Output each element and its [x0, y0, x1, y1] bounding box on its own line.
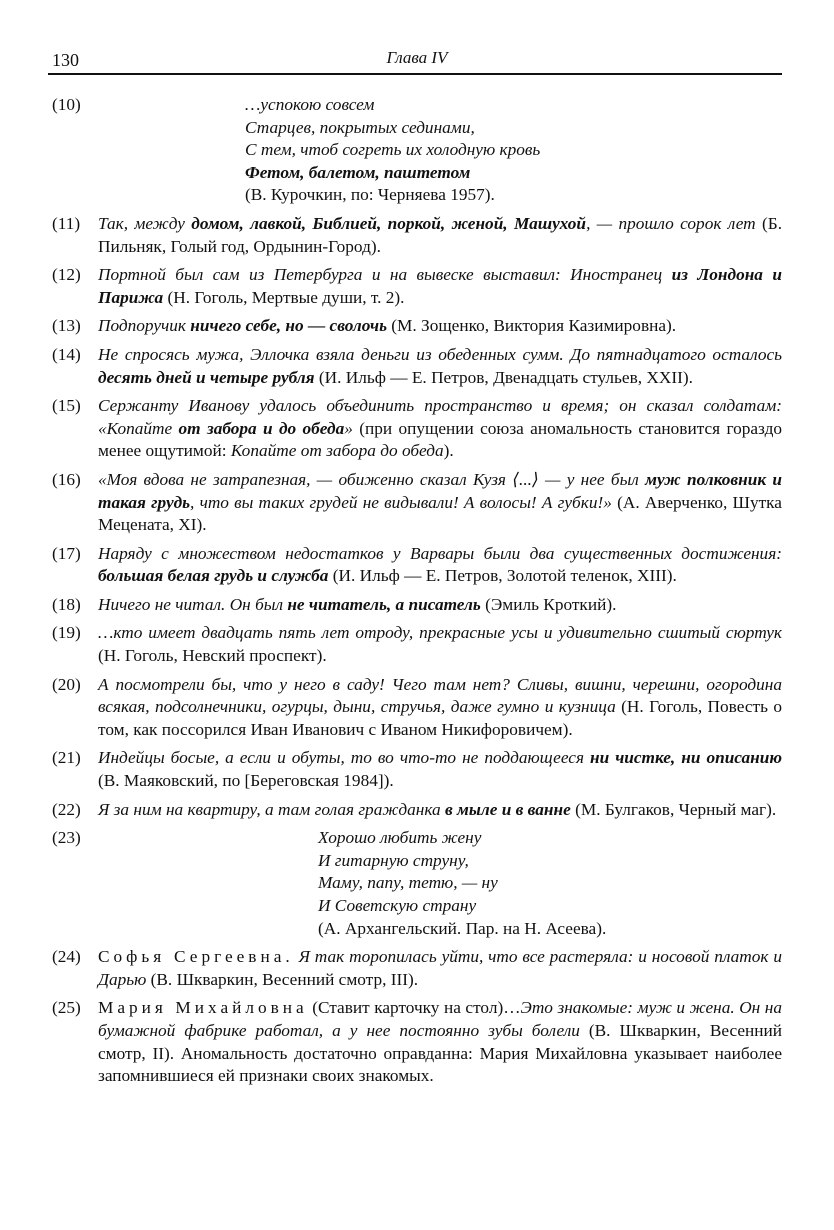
- example-text: [98, 315, 782, 338]
- text-segment: Я за ним на квартиру, а там голая гражданка: [98, 799, 445, 819]
- example-text: [98, 674, 782, 742]
- text-segment: (В. Шкваркин, Весенний смотр, II). Аномальность достаточно оправданна: Мария Михайловна указывает наиболее запомнившиеся ей признаки своих знакомых.: [98, 1020, 782, 1086]
- text-segment: И Советскую страну: [318, 896, 477, 915]
- example-item: [52, 213, 782, 258]
- text-segment: (Ставит карточку на стол)…: [307, 998, 521, 1018]
- example-text: [98, 543, 782, 588]
- text-segment: С тем, чтоб согреть их холодную кровь: [245, 140, 541, 160]
- example-item: [52, 469, 782, 537]
- examples-list: [52, 94, 782, 1094]
- verse-line: [318, 895, 782, 918]
- example-item: [52, 827, 782, 940]
- example-text: [98, 997, 782, 1087]
- text-segment: Подпоручик: [98, 316, 191, 336]
- example-number: (25): [52, 998, 81, 1018]
- example-text: [98, 264, 782, 309]
- verse-line: [245, 139, 782, 162]
- text-segment: (М. Булгаков, Черный маг).: [570, 799, 777, 819]
- example-item: [52, 674, 782, 742]
- text-segment: Портной был сам из Петербурга и на вывеске выставил: Иностранец: [98, 265, 672, 285]
- example-item: [52, 799, 782, 822]
- text-segment: »: [344, 418, 353, 438]
- example-item: [52, 543, 782, 588]
- example-text: [98, 594, 782, 617]
- header-rule: [48, 73, 782, 75]
- text-segment: Софья Сергеевна.: [98, 947, 294, 967]
- text-segment: (В. Шкваркин, Весенний смотр, III).: [146, 969, 419, 989]
- text-segment: «Моя вдова не затрапезная, — обиженно сказал Кузя ⟨...⟩ — у нее был: [98, 469, 646, 489]
- example-text: [98, 395, 782, 463]
- text-segment: Мария Михайловна: [98, 998, 308, 1018]
- text-segment: , что вы таких грудей не видывали! А волосы! А губки!»: [190, 492, 612, 512]
- verse-line: [318, 918, 782, 941]
- example-item: [52, 997, 782, 1087]
- text-segment: …успокою совсем: [245, 95, 375, 114]
- example-number: (17): [52, 543, 81, 563]
- example-item: [52, 946, 782, 991]
- text-segment: (А. Архангельский. Пар. на Н. Асеева).: [318, 918, 607, 938]
- verse-line: [245, 184, 782, 207]
- example-number: (15): [52, 396, 81, 416]
- text-segment: (Н. Гоголь, Повесть о том, как поссорился Иван Иванович с Иваном Никифоровичем).: [98, 697, 782, 739]
- verse-line: [318, 872, 782, 895]
- example-item: [52, 594, 782, 617]
- verse-quote: [98, 827, 782, 940]
- example-item: [52, 315, 782, 338]
- example-number: (18): [52, 594, 81, 614]
- example-item: [52, 264, 782, 309]
- example-number: (24): [52, 947, 81, 967]
- text-segment: Маму, папу, тетю, — ну: [318, 873, 498, 893]
- text-segment: , — прошло сорок лет: [586, 213, 763, 233]
- example-number: (20): [52, 674, 81, 694]
- text-segment: Не спросясь мужа, Эллочка взяла деньги из обеденных сумм. До пятнадцатого осталось: [98, 344, 782, 364]
- text-segment: (при опущении союза аномальность становится гораздо менее ощутимой:: [98, 418, 783, 461]
- example-number: (21): [52, 748, 81, 768]
- text-segment: (А. Аверченко, Шутка Мецената, XI).: [98, 492, 782, 535]
- emphasized-text: в мыле и в ванне: [444, 799, 571, 819]
- page-number: 130: [52, 50, 79, 70]
- example-number: (19): [52, 623, 81, 643]
- text-segment: Старцев, покрытых сединами,: [245, 117, 475, 137]
- verse-line: [318, 827, 782, 850]
- emphasized-text: ничего себе, но — сволочь: [190, 316, 387, 336]
- example-item: [52, 747, 782, 792]
- example-text: [98, 213, 782, 258]
- verse-quote: [98, 94, 782, 207]
- text-segment: (М. Зощенко, Виктория Казимировна).: [386, 316, 677, 336]
- text-segment: (Эмиль Кроткий).: [480, 594, 617, 614]
- example-item: [52, 622, 782, 667]
- example-item: [52, 344, 782, 389]
- text-segment: (И. Ильф — Е. Петров, Золотой теленок, XIII).: [328, 566, 677, 586]
- example-text: [98, 344, 782, 389]
- emphasized-text: из Лондона и Парижа: [98, 265, 782, 307]
- text-segment: Я так торопилась уйти, что все растеряла: и носовой платок и Дарью: [98, 947, 782, 989]
- text-segment: Это знакомые: муж и жена. Он на бумажной фабрике работал, а у нее постоянно зубы болели: [98, 998, 782, 1040]
- text-segment: …кто имеет двадцать пять лет отроду, прекрасные усы и удивительно сшитый сюртук: [98, 623, 782, 643]
- text-segment: (Н. Гоголь, Невский проспект).: [98, 646, 327, 666]
- emphasized-text: от забора и до обеда: [178, 418, 345, 438]
- example-text: [98, 799, 782, 822]
- text-segment: (В. Курочкин, по: Черняева 1957).: [245, 185, 495, 205]
- emphasized-text: большая белая грудь и служба: [98, 566, 329, 586]
- running-header-chapter: Глава IV: [386, 48, 448, 67]
- text-segment: Копайте от забора до обеда: [230, 441, 444, 461]
- example-number: (14): [52, 344, 81, 364]
- emphasized-text: не читатель, а писатель: [287, 594, 481, 614]
- example-text: [98, 946, 782, 991]
- text-segment: И гитарную струну,: [318, 850, 469, 870]
- emphasized-text: ни чистке, ни описанию: [589, 748, 782, 768]
- example-item: [52, 395, 782, 463]
- emphasized-text: десять дней и четыре рубля: [98, 367, 315, 387]
- text-segment: (Б. Пильняк, Голый год, Ордынин-Город).: [98, 213, 783, 256]
- example-number: (13): [52, 316, 81, 336]
- example-item: [52, 94, 782, 207]
- text-segment: Индейцы босые, а если и обуты, то во что-то не поддающееся: [98, 748, 590, 768]
- text-segment: А посмотрели бы, что у него в саду! Чего там нет? Сливы, вишни, черешни, огородина всякая, подсолнечники, огурцы, дыни, стручья, даже гумно и кузница: [98, 674, 782, 717]
- verse-line: [245, 117, 782, 140]
- example-number: (16): [52, 469, 81, 489]
- text-segment: Наряду с множеством недостатков у Варвары были два существенных достижения:: [98, 543, 782, 563]
- example-number: (10): [52, 95, 81, 114]
- text-segment: Ничего не читал. Он был: [98, 594, 288, 614]
- emphasized-text: домом, лавкой, Библией, поркой, женой, Машухой: [191, 213, 587, 233]
- example-number: (11): [52, 213, 81, 233]
- text-segment: (В. Маяковский, по [Береговская 1984]).: [98, 771, 394, 791]
- text-segment: Сержанту Иванову удалось объединить пространство и время; он сказал солдатам: «Копайте: [98, 396, 782, 438]
- text-segment: Хорошо любить жену: [318, 828, 482, 848]
- example-text: [98, 747, 782, 792]
- verse-line: [245, 162, 782, 185]
- emphasized-text: муж полковник и такая грудь: [98, 469, 782, 512]
- example-number: (12): [52, 265, 81, 285]
- example-text: [98, 469, 782, 537]
- text-segment: Фетом, балетом, паштетом: [245, 162, 471, 182]
- example-number: (22): [52, 799, 81, 819]
- text-segment: ).: [443, 441, 454, 461]
- example-number: (23): [52, 828, 81, 848]
- verse-line: [245, 94, 782, 117]
- text-segment: (И. Ильф — Е. Петров, Двенадцать стульев, XXII).: [314, 367, 693, 387]
- example-text: [98, 622, 782, 667]
- text-segment: Так, между: [98, 213, 192, 233]
- text-segment: (Н. Гоголь, Мертвые души, т. 2).: [163, 287, 405, 307]
- verse-line: [318, 850, 782, 873]
